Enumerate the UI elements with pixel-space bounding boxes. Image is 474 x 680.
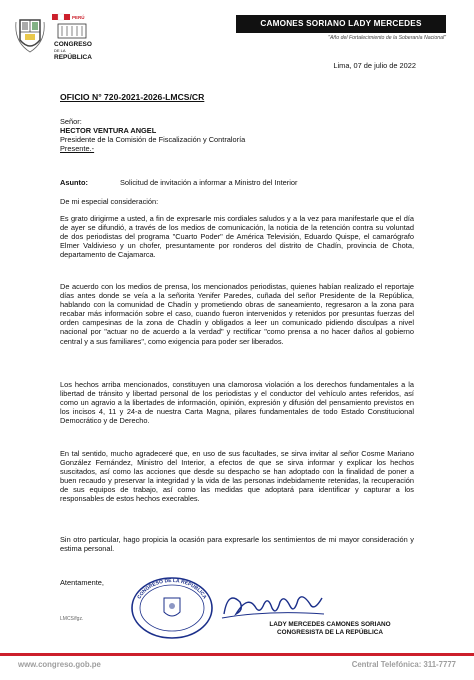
year-motto: "Año del Fortalecimiento de la Soberanía Nacional" [328, 35, 446, 41]
paragraph-2: De acuerdo con los medios de prensa, los mencionados periodistas, quienes habían realizado el reportaje días antes donde se veía a la señorita Yenifer Paredes, cuñada del señor Presidente de la República, hablando con la comunidad de Chadín y prometiendo obras de saneamiento, regresaron a la zona para recabar más información sobre el caso, cuando fueron intervenidos y retenidos por presuntas fuerzas del orden campesinas de la zona de Chadín y obligados a leer un comunicado pidiendo disculpas a nivel nacional por "actuar no de acuerdo a la verdad" y rectificar "como prensa a no hacer daños al gobierno central y a sus familiares", como exigencia para poder ser liberados. [60, 282, 414, 346]
signer-name: LADY MERCEDES CAMONES SORIANO [269, 621, 391, 628]
congressperson-banner: CAMONES SORIANO LADY MERCEDES [236, 15, 446, 33]
paragraph-1: Es grato dirigirme a usted, a fin de expresarle mis cordiales saludos y a la vez para manifestarle que el día de ayer se difundió, a través de los medios de comunicación, la noticia de la retención contra su voluntad de dos periodistas del programa "Cuarto Poder" de América Televisión, Eduardo Quispe, el camarógrafo Elmer Valdivieso y un chofer, presuntamente por ronderos del distrito de Chadín, provincia de Chota, departamento de Cajamarca. [60, 214, 414, 260]
congress-name-the: DE LA [54, 48, 66, 53]
paragraph-5: Sin otro particular, hago propicia la ocasión para expresarle los sentimientos de mi mayor consideración y estima personal. [60, 535, 414, 554]
congress-name-1: CONGRESO [54, 41, 92, 48]
subject-label: Asunto: [60, 178, 88, 187]
paragraph-4: En tal sentido, mucho agradeceré que, en uso de sus facultades, se sirva invitar al señor Cosme Mariano González Fernández, Ministro del Interior, a efectos de que se sirva informar y explicar los hechos suscitados, así como las acciones que desde su despacho se han adoptado con la finalidad de poner a buen recaudo y preservar la integridad y la vida de las personas indebidamente retenidas, la recuperación de sus equipos de trabajo, así como las medidas que adoptará para identificar y capturar a los responsables de estos hechos execrables. [60, 449, 414, 504]
congress-name-2: REPÚBLICA [54, 54, 92, 61]
office-number: OFICIO N° 720-2021-2026-LMCS/CR [60, 92, 205, 102]
footer-phone: Central Telefónica: 311-7777 [351, 660, 456, 669]
recipient-block [60, 117, 380, 153]
reference-initials: LMCS/fgz. [60, 616, 84, 622]
paragraph-3: Los hechos arriba mencionados, constituyen una clamorosa violación a los derechos fundamentales a la libertad de tránsito y libertad personal de los periodistas y el conductor del vehículo antes referidos, así como un agravio a la libertades de información, opinión, expresión y difusión del pensamiento previstos en los incisos 4, 11 y 24-a de nuestra Carta Magna, pilares fundamentales de todo Estado Constitucional Democrático y de Derecho. [60, 380, 414, 426]
recipient-title: Presidente de la Comisión de Fiscalización y Contraloría [60, 135, 246, 145]
official-seal [130, 576, 214, 640]
greeting: De mi especial consideración: [60, 197, 159, 206]
subject-text: Solicitud de invitación a informar a Ministro del Interior [120, 178, 298, 187]
footer-divider [0, 653, 474, 656]
footer-website: www.congreso.gob.pe [18, 660, 101, 669]
svg-text:CONGRESO DE LA REPÚBLICA [136, 578, 207, 601]
closing: Atentamente, [60, 578, 104, 587]
recipient-name: HECTOR VENTURA ANGEL [60, 126, 157, 136]
seal-text: CONGRESO DE LA REPÚBLICA [136, 577, 208, 601]
letter-date: Lima, 07 de julio de 2022 [333, 61, 416, 70]
salutation: Señor: [60, 117, 82, 126]
present-label: Presente.- [60, 144, 95, 154]
handwritten-signature [218, 584, 328, 624]
signer-role: CONGRESISTA DE LA REPÚBLICA [277, 629, 383, 636]
congress-logo [14, 12, 96, 62]
peru-label: PERÚ [72, 15, 85, 20]
